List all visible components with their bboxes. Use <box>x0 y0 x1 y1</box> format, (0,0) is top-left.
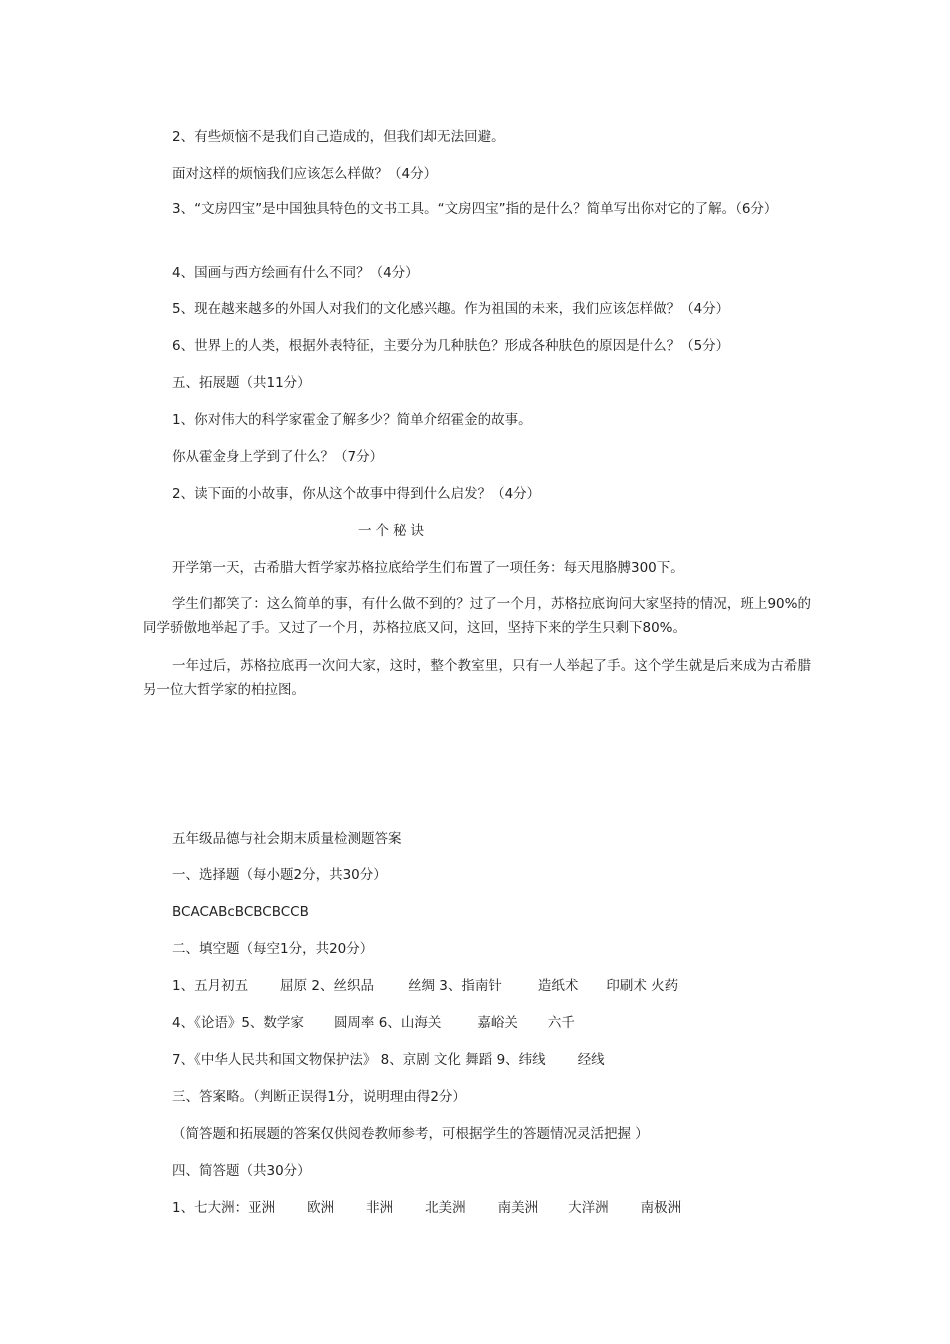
question-2-line-2: 面对这样的烦恼我们应该怎么样做？（4分） <box>172 166 438 182</box>
extension-q1-line-2: 你从霍金身上学到了什么？（7分） <box>172 449 384 465</box>
story-paragraph-2: 学生们都笑了：这么简单的事，有什么做不到的？过了一个月，苏格拉底询问大家坚持的情况，班上90%的同学骄傲地举起了手。又过了一个月，苏格拉底又问，这回，坚持下来的学生只剩下80%。 <box>143 596 811 636</box>
answers-note: （简答题和拓展题的答案仅供阅卷教师参考，可根据学生的答题情况灵活把握 ） <box>172 1126 649 1142</box>
extension-q2: 2、读下面的小故事，你从这个故事中得到什么启发？（4分） <box>172 486 541 502</box>
fill-answers-line-1 <box>172 977 678 995</box>
answers-choice-answers: BCACABcBCBCBCCB <box>172 904 309 920</box>
fill-answer: 圆周率 6、山海关 <box>333 1015 442 1031</box>
continent: 欧洲 <box>307 1200 335 1216</box>
answers-section-2: 二、填空题（每空1分，共20分） <box>172 941 374 957</box>
answers-section-4: 四、简答题（共30分） <box>172 1163 311 1179</box>
question-4: 4、国画与西方绘画有什么不同？（4分） <box>172 265 419 281</box>
story-paragraph-3: 一年过后，苏格拉底再一次问大家，这时，整个教室里，只有一人举起了手。这个学生就是后来成为古希腊另一位大哲学家的柏拉图。 <box>143 658 811 698</box>
question-6: 6、世界上的人类，根据外表特征，主要分为几种肤色？形成各种肤色的原因是什么？（5分） <box>172 338 730 354</box>
fill-answer: 7、《中华人民共和国文物保护法》 8、京剧 文化 舞蹈 9、纬线 <box>172 1052 546 1068</box>
fill-answers-line-2 <box>172 1014 575 1032</box>
continent: 南美洲 <box>497 1200 539 1216</box>
continent: 非洲 <box>366 1200 394 1216</box>
fill-answer: 经线 <box>577 1052 605 1068</box>
fill-answer: 造纸术 <box>537 978 579 994</box>
answers-section-1: 一、选择题（每小题2分，共30分） <box>172 867 387 883</box>
extension-heading: 五、拓展题（共11分） <box>172 375 311 391</box>
continent: 1、七大洲：亚洲 <box>172 1200 276 1216</box>
fill-answer: 1、五月初五 <box>172 978 249 994</box>
fill-answer: 印刷术 火药 <box>606 978 679 994</box>
question-5: 5、现在越来越多的外国人对我们的文化感兴趣。作为祖国的未来，我们应该怎样做？（4分） <box>172 301 730 317</box>
question-2-line-1: 2、有些烦恼不是我们自己造成的，但我们却无法回避。 <box>172 129 505 145</box>
fill-answer: 六千 <box>547 1015 575 1031</box>
story-title: 一个秘诀 <box>358 523 428 539</box>
fill-answer: 4、《论语》5、数学家 <box>172 1015 304 1031</box>
fill-answers-line-3 <box>172 1051 605 1069</box>
continents-answer <box>172 1199 681 1217</box>
continent: 大洋洲 <box>568 1200 609 1216</box>
continent: 北美洲 <box>425 1200 466 1216</box>
extension-q1-line-1: 1、你对伟大的科学家霍金了解多少？简单介绍霍金的故事。 <box>172 412 532 428</box>
continent: 南极洲 <box>640 1200 682 1216</box>
answers-title: 五年级品德与社会期末质量检测题答案 <box>172 831 402 847</box>
fill-answer: 屈原 2、丝织品 <box>280 978 374 994</box>
fill-answer: 丝绸 3、指南针 <box>407 978 502 994</box>
answers-section-3: 三、答案略。（判断正误得1分，说明理由得2分） <box>172 1089 466 1105</box>
fill-answer: 嘉峪关 <box>477 1015 518 1031</box>
story-paragraph-1: 开学第一天，古希腊大哲学家苏格拉底给学生们布置了一项任务：每天甩胳膊300下。 <box>172 560 684 576</box>
question-3: 3、“文房四宝”是中国独具特色的文书工具。“文房四宝”指的是什么？简单写出你对它的了解。（6分） <box>172 201 778 217</box>
